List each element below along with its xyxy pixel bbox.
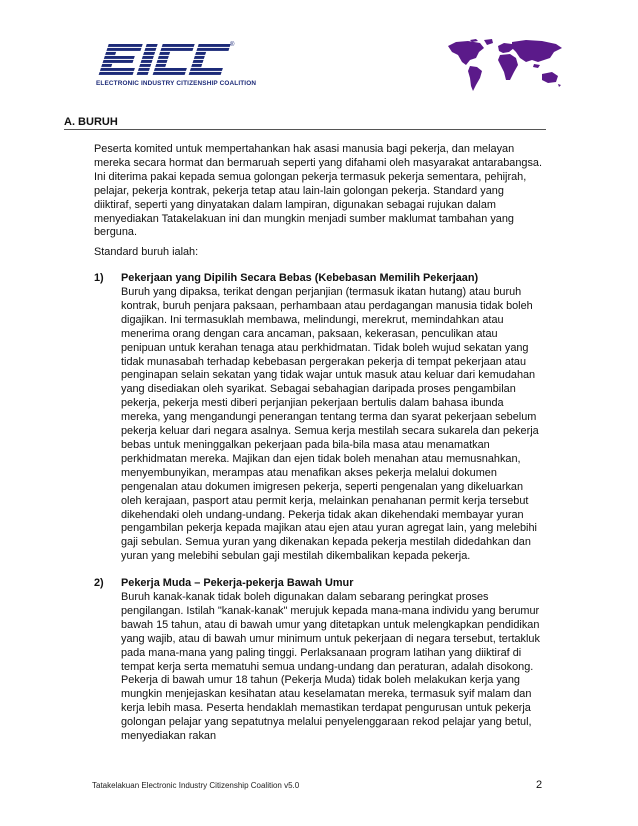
- section-title: A. BURUH: [64, 116, 118, 128]
- heading-rule: [64, 129, 546, 130]
- registered-mark: ®: [230, 42, 235, 48]
- item-text: Buruh yang dipaksa, terikat dengan perjanjian (termasuk ikatan hutang) atau buruh kontrak, buruh penjara paksaan, perhambaan atau perdagangan manusia tidak boleh digajikan. Ini termasuklah membawa, melindungi, merekrut, memindahkan atau menerima orang dengan cara ancaman, paksaan, kekerasan, penculikan atau penipuan untuk kerahan tenaga atau perkhidmatan. Tidak boleh wujud sekatan yang tidak munasabah terhadap kebebasan pergerakan pekerja di tempat pekerjaan atau penginapan selain sekatan yang tidak wajar untuk masuk atau keluar dari kemudahan yang disediakan oleh syarikat. Sebagai sebahagian daripada proses pengambilan pekerja, pekerja mesti diberi perjanjian pekerjaan bertulis dalam bahasa ibunda mereka, yang mengandungi penerangan tentang terma dan syarat pekerjaan sebelum pekerja keluar dari negara asalnya. Semua kerja mestilah secara sukarela dan pekerja bebas untuk meninggalkan pekerjaan pada bila-bila masa atau menamatkan perkhidmatan mereka. Majikan dan ejen tidak boleh menahan atau memusnahkan, menyembunyikan, merampas atau menafikan akses pekerja melalui dokumen pengenalan atau dokumen imigresen pekerja, seperti pengenalan yang dikeluarkan oleh kerajaan, pasport atau permit kerja, melainkan penahanan permit kerja tersebut dikehendaki oleh undang-undang. Pekerja tidak akan dikehendaki membayar yuran pengambilan pekerja kepada majikan atau ejen atau yuran agregat lain, yang melebihi gaji sebulan. Semua yuran yang dikenakan kepada pekerja mestilah didedahkan dan yuran yang melebihi sebulan gaji mestilah dikembalikan kepada pekerja.: [121, 286, 539, 563]
- intro-paragraph: Peserta komited untuk mempertahankan hak asasi manusia bagi pekerja, dan melayan mereka secara hormat dan bermaruah seperti yang difahami oleh masyarakat antarabangsa. Ini diterima pakai kepada semua golongan pekerja termasuk pekerja sementara, pehijrah, pelajar, pekerja kontrak, pekerja tetap atau lain-lain golongan pekerja. Standard yang diiktiraf, seperti yang dinyatakan dalam lampiran, digunakan sebagai rujukan dalam menyediakan Tatakelakuan ini dan mungkin menjadi sumber maklumat tambahan yang berguna.: [94, 143, 542, 239]
- item-title: Pekerjaan yang Dipilih Secara Bebas (Kebebasan Memilih Pekerjaan): [121, 272, 479, 284]
- item-text: Buruh kanak-kanak tidak boleh digunakan dalam sebarang peringkat proses pengilangan. Istilah "kanak-kanak" merujuk kepada mana-mana individu yang berumur bawah 15 tahun, atau di bawah umur yang ditetapkan untuk melengkapkan pendidikan yang wajib, atau di bawah umur minimum untuk pekerjaan di negara tersebut, tertakluk pada mana-mana yang paling tinggi. Perlaksanaan program latihan yang diiktiraf di tempat kerja serta mematuhi semua undang-undang dan peraturan, adalah disokong. Pekerja di bawah umur 18 tahun (Pekerja Muda) tidak boleh melakukan kerja yang mungkin menjejaskan kesihatan atau keselamatan mereka, termasuk syif malam dan kerja lebih masa. Peserta hendaklah memastikan terdapat pengurusan untuk pekerja golongan pelajar yang sepatutnya melalui penyelenggaraan rekod pelajar yang betul, menyediakan rakan: [121, 591, 540, 743]
- eicc-logo-mark: [92, 40, 242, 80]
- item-title: Pekerja Muda – Pekerja-pekerja Bawah Umur: [121, 577, 354, 589]
- world-map-icon: [446, 38, 566, 94]
- logo-tagline: ELECTRONIC INDUSTRY CITIZENSHIP COALITION: [96, 80, 257, 87]
- eicc-logo: [92, 40, 257, 92]
- page-number: 2: [536, 779, 543, 791]
- item-number: 1): [94, 272, 104, 284]
- lead-paragraph: Standard buruh ialah:: [94, 246, 199, 258]
- footer-document-title: Tatakelakuan Electronic Industry Citizenship Coalition v5.0: [92, 781, 300, 790]
- item-number: 2): [94, 577, 104, 589]
